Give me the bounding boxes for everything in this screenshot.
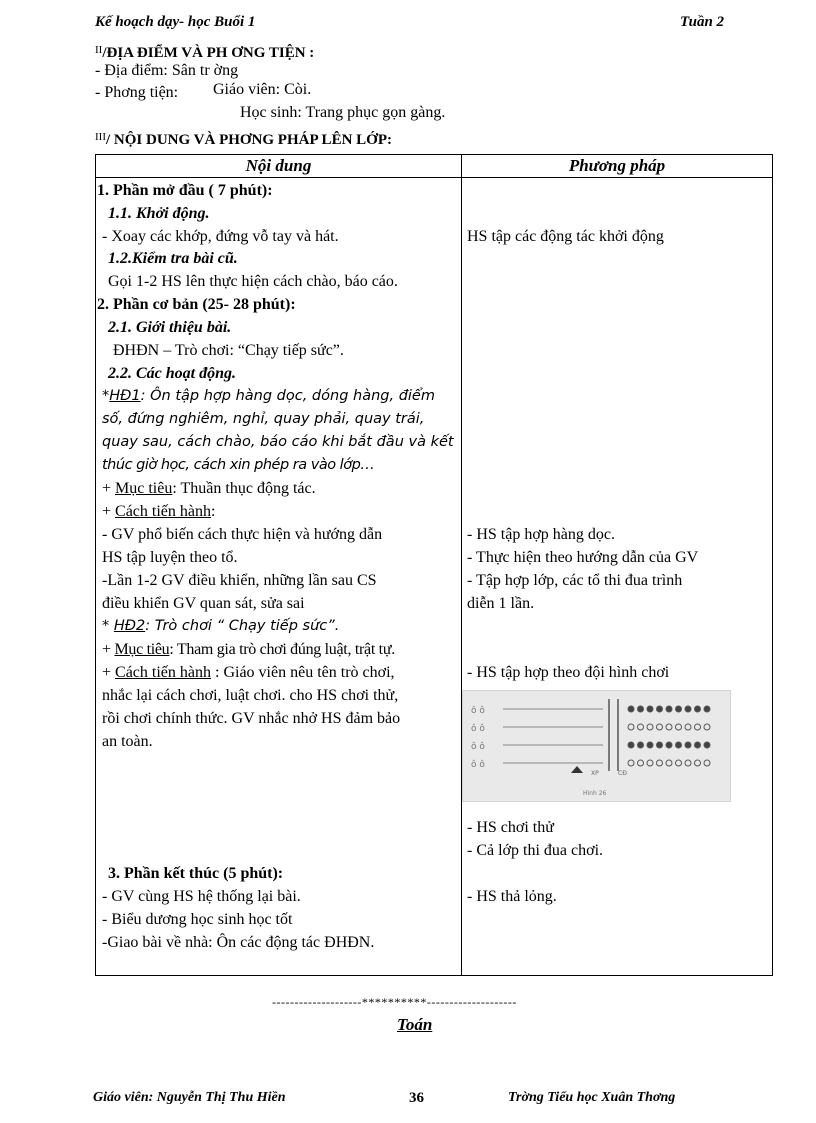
formation-dot (628, 724, 634, 730)
formation-dot (685, 724, 691, 730)
gv1-line2: HS tập luyện theo tổ. (102, 549, 238, 566)
formation-dot (666, 724, 672, 730)
column-header-method: Phương pháp (462, 155, 773, 178)
formation-dot (676, 760, 682, 766)
method-groups-line1: - Tập hợp lớp, các tổ thi đua trình (467, 572, 683, 589)
formation-dot (685, 742, 691, 748)
part3-line2: - Biểu dương học sinh học tốt (102, 911, 293, 928)
method-line-up: - HS tập hợp hàng dọc. (467, 526, 615, 543)
formation-dot (695, 706, 701, 712)
hd2-label: HĐ2 (113, 618, 146, 634)
formation-dots (628, 706, 710, 766)
section2-title: /ĐỊA ĐIỂM VÀ PH ƠNG TIỆN : (102, 45, 315, 61)
hd1-label: HĐ1 (109, 388, 141, 404)
formation-dot (666, 706, 672, 712)
method2-label: Cách tiến hành (115, 664, 211, 681)
method-compete: - Cả lớp thi đua chơi. (467, 842, 604, 859)
figure-caption: Hình 26 (583, 790, 607, 797)
formation-dot (695, 742, 701, 748)
place-line: - Địa điểm: Sân tr ờng (95, 62, 239, 79)
svg-text:ô ô: ô ô (471, 724, 485, 734)
hd1-line4: thúc giờ học, cách xin phép ra vào lớp… (102, 457, 375, 473)
formation-dot (676, 742, 682, 748)
part1-title: 1. Phần mở đầu ( 7 phút): (97, 182, 273, 199)
footer-teacher: Giáo viên: Nguyễn Thị Thu Hiền (93, 1090, 286, 1105)
formation-dot (704, 760, 710, 766)
label-cd: CĐ (618, 770, 627, 777)
formation-dot (638, 760, 644, 766)
formation-dot (695, 760, 701, 766)
method-column (462, 178, 772, 975)
svg-text:ô ô: ô ô (471, 706, 485, 716)
hd1-line2: số, đứng nghiêm, nghỉ, quay phải, quay trái, (102, 411, 425, 427)
formation-dot (657, 724, 663, 730)
hd2-line: * HĐ2: Trò chơi “ Chạy tiếp sức”. (102, 618, 340, 634)
formation-dot (657, 760, 663, 766)
section3-title: / NỘI DUNG VÀ PHƠNG PHÁP LÊN LỚP: (106, 132, 392, 148)
method2-line1: + Cách tiến hành : Giáo viên nêu tên trò chơi, (102, 664, 395, 681)
gv2-line2: điều khiển GV quan sát, sửa sai (102, 595, 305, 612)
formation-dot (666, 742, 672, 748)
method2-line4: an toàn. (102, 733, 153, 750)
formation-dot (628, 742, 634, 748)
method1-line: + Cách tiến hành: (102, 503, 216, 520)
section3-heading (95, 131, 392, 149)
method-try-play: - HS chơi thử (467, 819, 554, 836)
section-divider: --------------------**********-------------------- (272, 995, 517, 1009)
formation-dot (704, 724, 710, 730)
hd1-line1: *HĐ1: Ôn tập hợp hàng dọc, dóng hàng, điểm (102, 388, 435, 404)
formation-dot (676, 706, 682, 712)
relay-diagram (463, 691, 730, 801)
footer-page-number: 36 (409, 1090, 424, 1106)
place-text: Địa điểm: Sân tr ờng (104, 62, 239, 79)
formation-dot (647, 742, 653, 748)
flag-marker (571, 766, 583, 773)
relay-game-figure (462, 690, 731, 802)
formation-dot (638, 706, 644, 712)
part3-line1: - GV cùng HS hệ thống lại bài. (102, 888, 301, 905)
goal2-label: Mục tiêu (114, 641, 170, 658)
column-header-content: Nội dung (96, 155, 462, 178)
method-formation: - HS tập hợp theo đội hình chơi (467, 664, 670, 681)
goal1-line: + Mục tiêu: Thuần thục động tác. (102, 480, 316, 497)
formation-dot (695, 724, 701, 730)
equipment-student: Học sinh: Trang phục gọn gàng. (240, 104, 446, 121)
section2-heading (95, 44, 314, 62)
formation-dot (685, 706, 691, 712)
section3-marker: III (95, 131, 106, 143)
formation-dot (647, 724, 653, 730)
equipment-teacher: Giáo viên: Còi. (213, 81, 312, 98)
lesson-table (95, 154, 773, 976)
label-xp: XP (591, 770, 599, 777)
goal1-label: Mục tiêu (115, 480, 173, 497)
part1-1-heading: 1.1. Khởi động. (108, 205, 210, 222)
svg-text:ô ô: ô ô (471, 760, 485, 770)
part3-title: 3. Phần kết thúc (5 phút): (108, 865, 284, 882)
part1-2-text: Gọi 1-2 HS lên thực hiện cách chào, báo cáo. (108, 273, 398, 290)
part1-1-text: - Xoay các khớp, đứng vỗ tay và hát. (102, 228, 339, 245)
run-arrows (503, 709, 603, 763)
next-subject-title: Toán (397, 1015, 433, 1034)
formation-dot (647, 706, 653, 712)
method-warmup: HS tập các động tác khởi động (467, 228, 664, 245)
footer-school: Trờng Tiểu học Xuân Thơng (508, 1090, 676, 1105)
part1-2-heading: 1.2.Kiểm tra bài cũ. (108, 250, 238, 267)
hd1-line3: quay sau, cách chào, báo cáo khi bắt đầu và kết (102, 434, 454, 450)
content-column (96, 178, 461, 975)
part2-2-heading: 2.2. Các hoạt động. (108, 365, 237, 382)
part2-title: 2. Phần cơ bản (25- 28 phút): (97, 296, 296, 313)
method-relax: - HS thả lỏng. (467, 888, 557, 905)
formation-dot (628, 760, 634, 766)
formation-dot (676, 724, 682, 730)
formation-dot (704, 742, 710, 748)
gv2-line1: -Lần 1-2 GV điều khiển, những lần sau CS (102, 572, 377, 589)
formation-dot (647, 760, 653, 766)
formation-dot (704, 706, 710, 712)
formation-dot (657, 742, 663, 748)
svg-text:ô ô: ô ô (471, 742, 485, 752)
part3-line3: -Giao bài về nhà: Ôn các động tác ĐHĐN. (102, 934, 375, 951)
formation-dot (628, 706, 634, 712)
formation-dot (638, 724, 644, 730)
page-header-right: Tuần 2 (680, 14, 725, 30)
part2-1-heading: 2.1. Giới thiệu bài. (108, 319, 232, 336)
method2-line3: rồi chơi chính thức. GV nhắc nhở HS đảm bảo (102, 710, 401, 727)
section2-marker: II (95, 44, 103, 56)
method1-label: Cách tiến hành (115, 503, 211, 520)
method2-line2: nhắc lại cách chơi, luật chơi. cho HS chơi thử, (102, 687, 399, 704)
equipment-label: - Phơng tiện: (95, 84, 179, 101)
formation-dot (657, 706, 663, 712)
goal2-line: + Mục tiêu: Tham gia trò chơi đúng luật, trật tự. (102, 641, 395, 658)
gv1-line1: - GV phổ biến cách thực hiện và hướng dẫn (102, 526, 383, 543)
formation-dot (685, 760, 691, 766)
page-header-left: Kế hoạch dạy- học Buổi 1 (95, 14, 256, 30)
formation-dot (666, 760, 672, 766)
method-groups-line2: diễn 1 lần. (467, 595, 535, 612)
part2-1-text: ĐHĐN – Trò chơi: “Chạy tiếp sức”. (113, 342, 344, 359)
left-players (471, 705, 485, 770)
formation-dot (638, 742, 644, 748)
method-follow-gv: - Thực hiện theo hướng dẫn của GV (467, 549, 699, 566)
